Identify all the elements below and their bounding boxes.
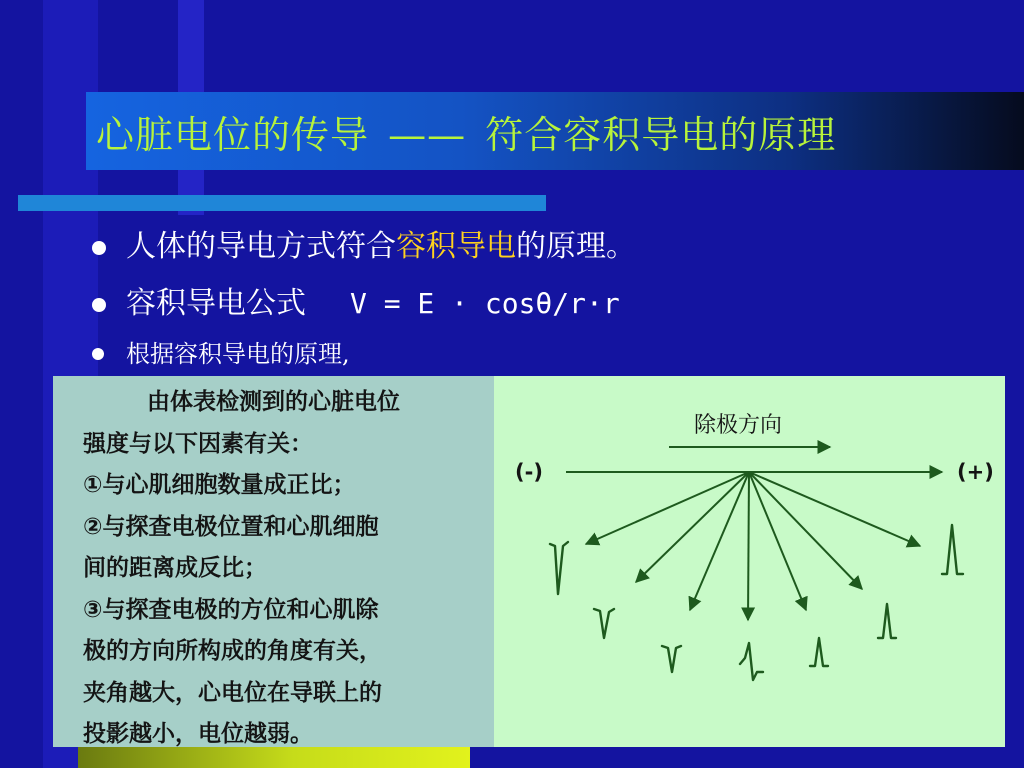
figure	[53, 376, 1005, 747]
bullet-list	[90, 222, 636, 376]
decorative-horizontal-bar	[18, 195, 546, 211]
vector-arrow	[636, 472, 749, 582]
positive-pole-label: (+)	[957, 460, 994, 484]
depolarization-diagram	[494, 376, 1005, 747]
waveform-icon	[878, 604, 896, 638]
waveform-icon	[594, 609, 614, 638]
waveform-icon	[942, 525, 963, 574]
figure-text-panel	[53, 376, 494, 747]
figure-line: 极的方向所构成的角度有关，	[83, 638, 382, 664]
bullet-item	[90, 336, 636, 376]
highlight-text: 容积导电	[396, 229, 516, 264]
bullet-text: 人体的导电方式符合	[126, 229, 396, 264]
figure-line: 夹角越大，心电位在导联上的	[83, 679, 382, 706]
direction-label: 除极方向	[694, 413, 783, 438]
figure-line: 由体表检测到的心脏电位	[147, 389, 400, 415]
figure-line: 间的距离成反比；	[83, 555, 267, 581]
figure-line: ③与探查电极的方位和心肌除	[83, 596, 379, 623]
waveform-icon	[550, 542, 568, 594]
formula: V = E · cosθ/r·r	[350, 287, 620, 320]
figure-line: ②与探查电极位置和心肌细胞	[83, 513, 379, 540]
figure-line: ①与心肌细胞数量成正比；	[83, 472, 356, 498]
bullet-item	[90, 278, 636, 336]
bullet-dot-icon	[92, 241, 106, 255]
negative-pole-label: (-)	[515, 460, 543, 484]
vector-arrow	[586, 472, 749, 544]
waveform-icon	[740, 643, 763, 680]
bullet-text: 根据容积导电的原理,	[126, 340, 350, 368]
waveform-icon	[810, 638, 828, 666]
bullet-item	[90, 222, 636, 278]
slide-title	[96, 104, 836, 159]
title-main: 心脏电位的传导	[96, 113, 370, 157]
figure-line: 投影越小，电位越弱。	[83, 721, 313, 747]
vector-arrow	[690, 472, 749, 610]
figure-text	[83, 382, 483, 756]
vector-arrow	[748, 472, 749, 620]
figure-line: 强度与以下因素有关：	[83, 430, 313, 457]
bullet-text: 容积导电公式	[126, 286, 306, 321]
bullet-dot-icon	[92, 298, 106, 312]
waveform-icon	[662, 646, 681, 672]
bullet-text: 的原理。	[516, 229, 636, 264]
title-sub: 符合容积导电的原理	[485, 113, 837, 157]
bullet-dot-icon	[92, 348, 104, 360]
vector-arrow	[749, 472, 862, 589]
title-separator: ——	[388, 113, 467, 157]
